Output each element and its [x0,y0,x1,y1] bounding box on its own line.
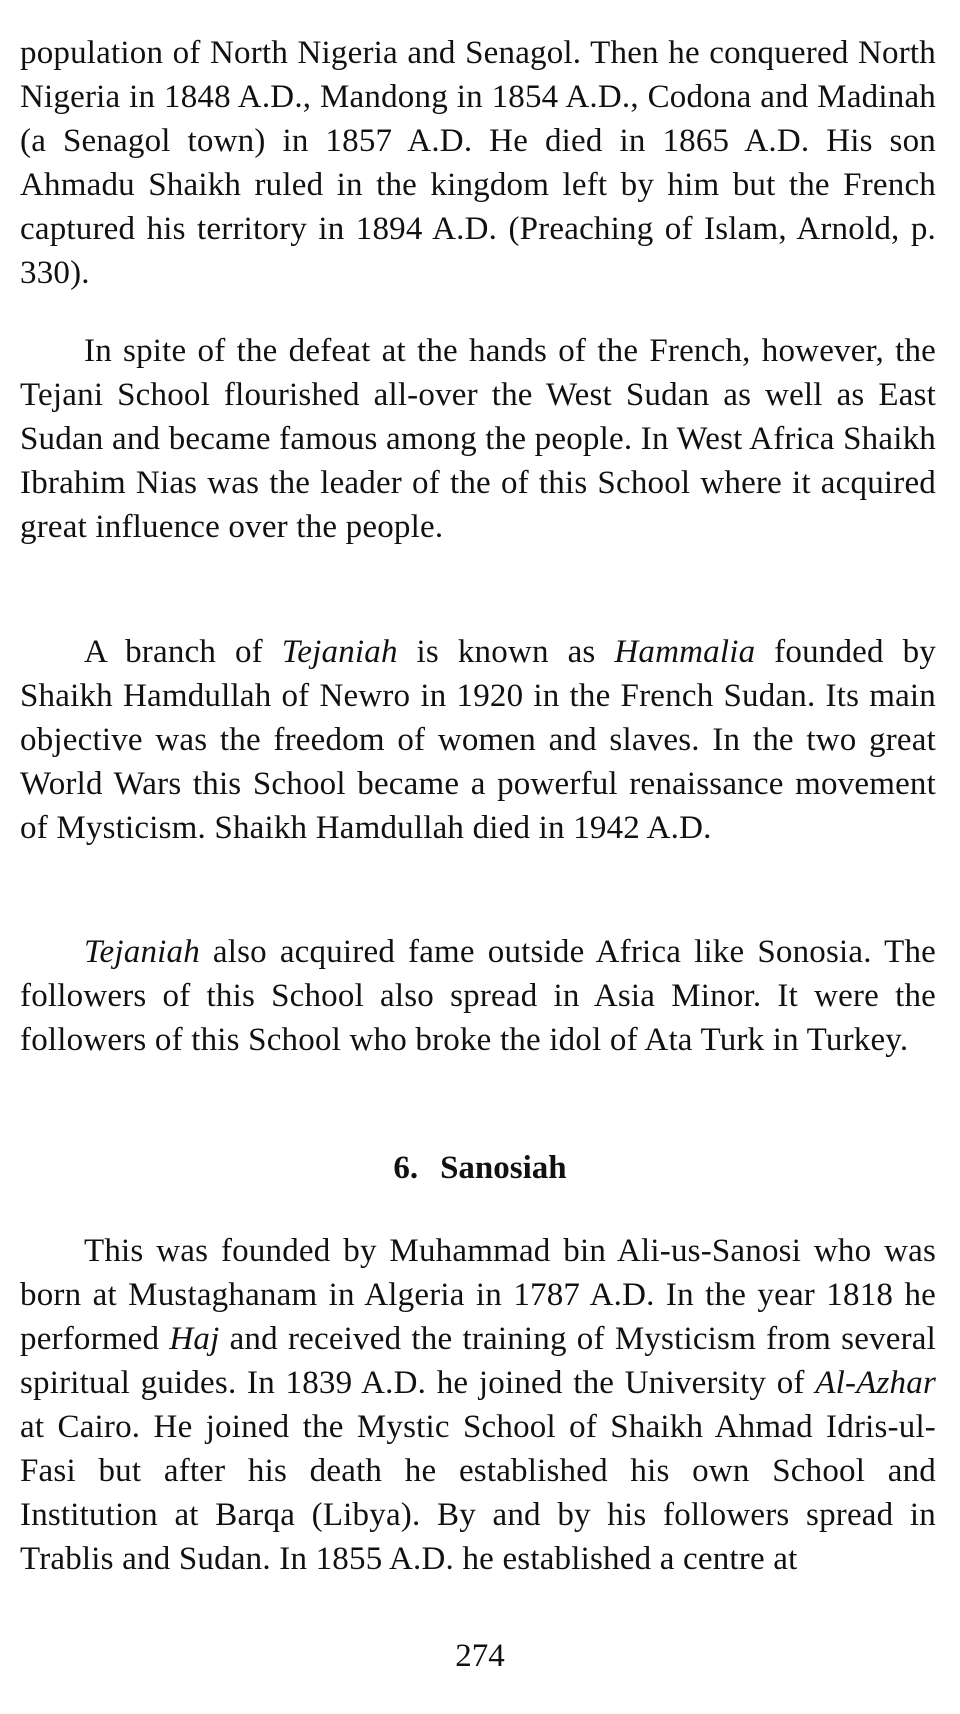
italic-term: Al-Azhar [815,1365,936,1401]
italic-term: Hammalia [614,634,756,670]
paragraph-hammalia [20,630,936,850]
page-number: 274 [455,1638,505,1674]
text-segment: at Cairo. He joined the Mystic School of Shaikh Ahmad Idris-ul-Fasi but after his death he established his own School and Institution at Barqa (Libya). By and by his followers spread in Trablis and Sudan. In 1855 A.D. he established a centre at [20,1409,936,1577]
italic-term: Tejaniah [84,934,200,970]
paragraph-tejaniah-fame [20,930,936,1062]
paragraph-text: In spite of the defeat at the hands of the French, however, the Tejani School flourished all-over the West Sudan as well as East Sudan and became famous among the people. In West Africa Shaikh Ibrahim Nias was the leader of the of this School where it acquired great influence over the people. [20,333,936,545]
paragraph-text [20,630,936,850]
paragraph-text: population of North Nigeria and Senagol. Then he conquered North Nigeria in 1848 A.D., Mandong in 1854 A.D., Codona and Madinah (a Senagol town) in 1857 A.D. He died in 1865 A.D. His son Ahmadu Shaikh ruled in the kingdom left by him but the French captured his territory in 1894 A.D. (Preaching of Islam, Arnold, p. 330). [20,35,936,291]
section-number: 6. [393,1150,419,1186]
paragraph-tejani-school [20,329,936,549]
text-segment: This was founded by Muhammad bin Ali-us-Sanosi who was born at Mustaghanam in Algeria in 1787 A.D. In the year 1818 he performed [20,1233,936,1357]
section-title: Sanosiah [440,1150,567,1186]
text-segment: is known as [397,634,615,670]
italic-term: Haj [169,1321,220,1357]
paragraph-north-nigeria [20,31,936,295]
paragraph-sanosiah [20,1229,936,1581]
paragraph-text [20,1229,936,1581]
text-segment: also acquired fame outside Africa like Sonosia. The followers of this School also spread in Asia Minor. It were the followers of this School who broke the idol of Ata Turk in Turkey. [20,934,936,1058]
italic-term: Tejaniah [281,634,398,670]
text-segment: A branch of [84,634,282,670]
paragraph-text [20,930,936,1062]
text-segment: and received the training of Mysticism from several spiritual guides. In 1839 A.D. he joined the University of [20,1321,936,1401]
text-segment: founded by Shaikh Hamdullah of Newro in 1920 in the French Sudan. Its main objective was the freedom of women and slaves. In the two great World Wars this School became a powerful renaissance movement of Mysticism. Shaikh Hamdullah died in 1942 A.D. [20,634,937,846]
section-heading [0,1146,960,1190]
